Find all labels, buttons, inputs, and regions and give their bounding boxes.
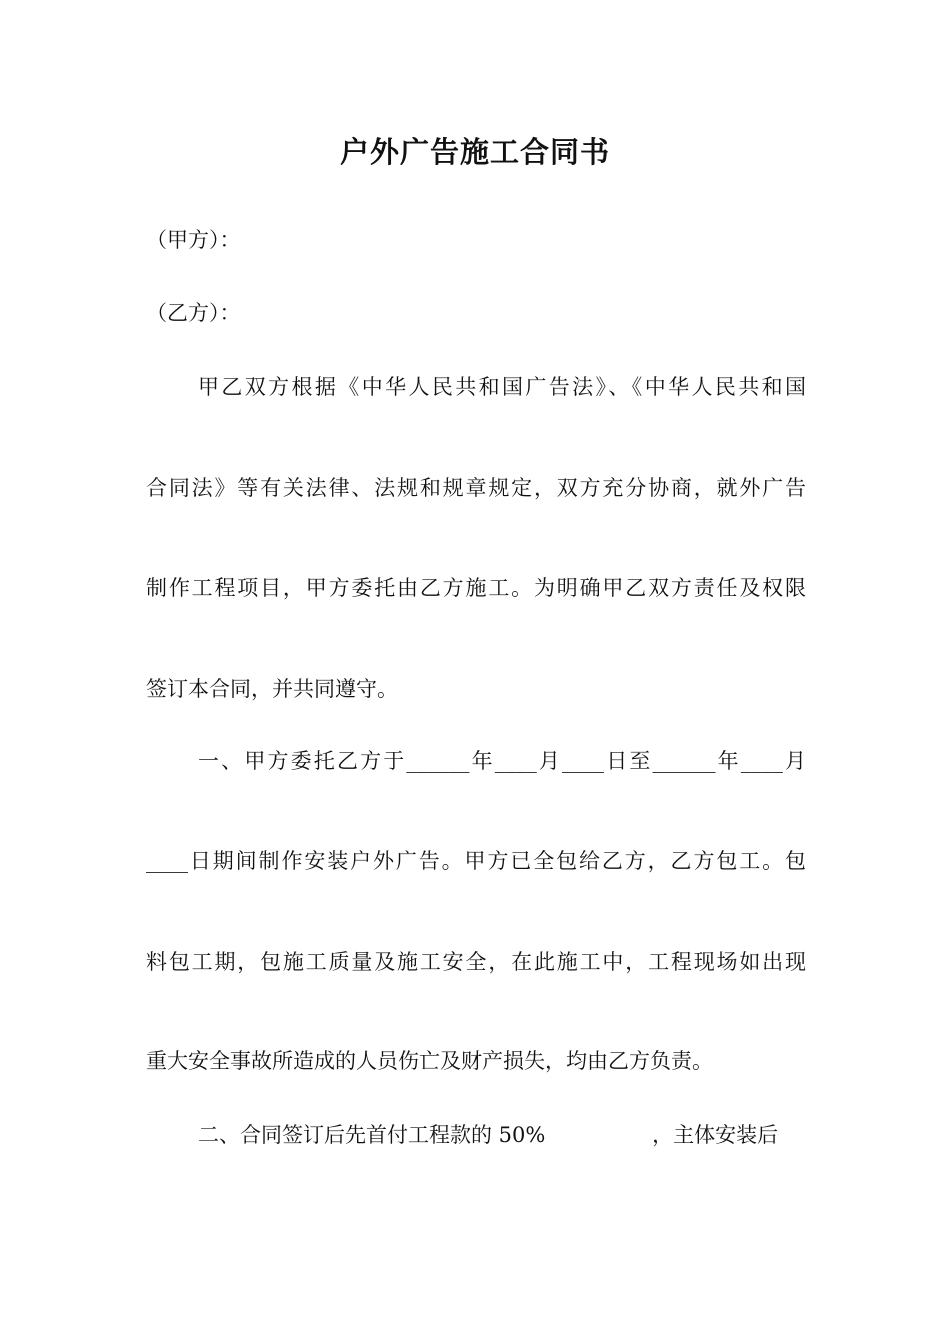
preamble-line-3: 制作工程项目，甲方委托由乙方施工。为明确甲乙双方责任及权限 — [146, 576, 806, 600]
clause-1-line-2: ____日期间制作安装户外广告。甲方已全包给乙方，乙方包工。包 — [146, 849, 806, 873]
preamble-line-4: 签订本合同，并共同遵守。 — [146, 677, 398, 701]
clause-1-line-3: 料包工期，包施工质量及施工安全，在此施工中，工程现场如出现 — [146, 950, 806, 974]
document-title: 户外广告施工合同书 — [339, 135, 610, 169]
clause-1-line-1: 一、甲方委托乙方于______年____月____日至______年____月 — [198, 749, 806, 773]
party-b-label: （乙方）： — [146, 301, 241, 325]
preamble-line-2: 合同法》等有关法律、法规和规章规定，双方充分协商，就外广告 — [146, 476, 806, 500]
party-a-label: （甲方）： — [146, 228, 241, 252]
clause-1-line-4: 重大安全事故所造成的人员伤亡及财产损失，均由乙方负责。 — [146, 1049, 713, 1073]
preamble-line-1: 甲乙双方根据《中华人民共和国广告法》、《中华人民共和国 — [198, 375, 806, 399]
clause-2-line-1: 二、合同签订后先首付工程款的 50% ，主体安装后 — [198, 1123, 779, 1147]
